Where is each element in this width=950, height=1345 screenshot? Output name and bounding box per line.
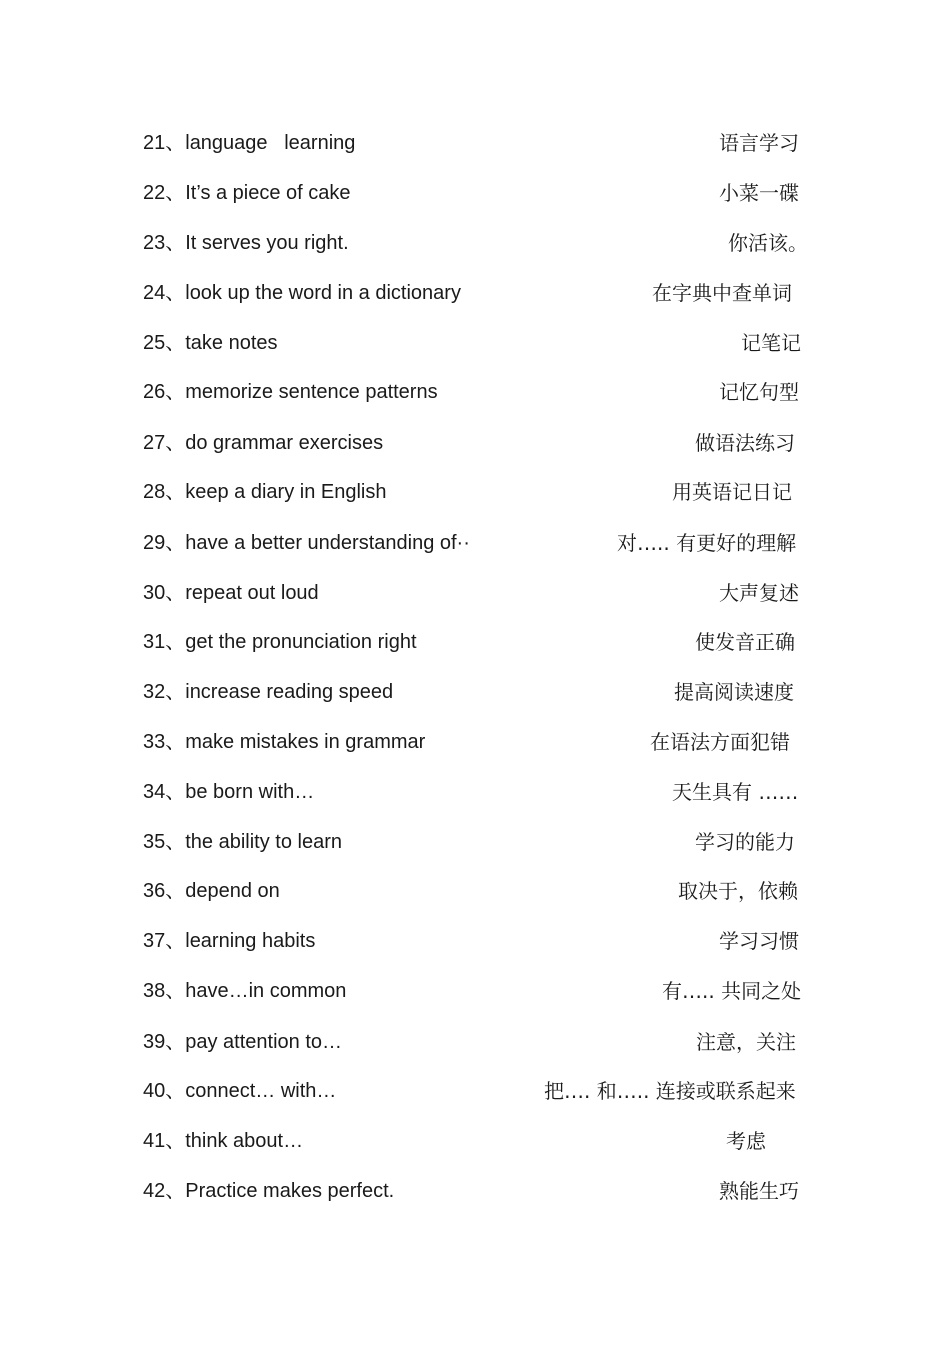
chinese-translation: 使发音正确 [695, 630, 795, 654]
vocab-entry-39 [0, 1027, 950, 1057]
chinese-translation: 提高阅读速度 [674, 680, 794, 704]
english-phrase: 27、do grammar exercises [143, 432, 384, 454]
vocab-entry-25 [0, 328, 950, 358]
vocab-entry-42 [0, 1176, 950, 1206]
vocab-entry-23 [0, 228, 950, 258]
chinese-translation: 在字典中查单词 [652, 281, 792, 305]
chinese-translation: 用英语记日记 [672, 480, 792, 504]
chinese-translation: 注意，关注 [696, 1030, 796, 1054]
vocab-entry-24 [0, 278, 950, 308]
vocab-entry-21 [0, 128, 950, 158]
chinese-translation: 对….. 有更好的理解 [617, 531, 797, 555]
chinese-translation: 在语法方面犯错 [650, 730, 790, 754]
vocab-entry-32 [0, 677, 950, 707]
vocab-entry-26 [0, 377, 950, 407]
english-phrase: 37、learning habits [143, 930, 316, 952]
vocab-entry-38 [0, 976, 950, 1006]
vocab-entry-22 [0, 178, 950, 208]
english-phrase: 38、have…in common [143, 980, 347, 1002]
english-phrase: 40、connect… with… [143, 1080, 337, 1102]
english-phrase: 23、It serves you right. [143, 232, 349, 254]
chinese-translation: 小菜一碟 [719, 181, 799, 205]
chinese-translation: 你活该。 [728, 231, 808, 255]
english-phrase: 21、language learning [143, 132, 356, 154]
vocab-entry-36 [0, 876, 950, 906]
english-phrase: 34、be born with… [143, 781, 315, 803]
english-phrase: 29、have a better understanding of·· [143, 532, 470, 554]
vocab-entry-28 [0, 477, 950, 507]
english-phrase: 33、make mistakes in grammar [143, 731, 426, 753]
vocab-entry-34 [0, 777, 950, 807]
english-phrase: 42、Practice makes perfect. [143, 1180, 395, 1202]
chinese-translation: 天生具有 …… [672, 780, 799, 804]
chinese-translation: 语言学习 [719, 131, 799, 155]
chinese-translation: 学习的能力 [695, 830, 795, 854]
english-phrase: 26、memorize sentence patterns [143, 381, 438, 403]
chinese-translation: 考虑 [726, 1129, 766, 1153]
vocab-entry-33 [0, 727, 950, 757]
vocab-entry-37 [0, 926, 950, 956]
english-phrase: 35、the ability to learn [143, 831, 343, 853]
english-phrase: 39、pay attention to… [143, 1031, 343, 1053]
english-phrase: 41、think about… [143, 1130, 304, 1152]
english-phrase: 36、depend on [143, 880, 280, 902]
english-phrase: 22、It’s a piece of cake [143, 182, 351, 204]
vocab-entry-30 [0, 578, 950, 608]
english-phrase: 24、look up the word in a dictionary [143, 282, 461, 304]
vocab-entry-31 [0, 627, 950, 657]
vocab-entry-41 [0, 1126, 950, 1156]
vocab-entry-27 [0, 428, 950, 458]
english-phrase: 32、increase reading speed [143, 681, 394, 703]
chinese-translation: 记笔记 [741, 331, 801, 355]
vocab-entry-40 [0, 1076, 950, 1106]
chinese-translation: 取决于，依赖 [678, 879, 798, 903]
english-phrase: 30、repeat out loud [143, 582, 319, 604]
chinese-translation: 大声复述 [719, 581, 799, 605]
english-phrase: 31、get the pronunciation right [143, 631, 417, 653]
vocab-entry-29 [0, 528, 950, 558]
chinese-translation: 学习习惯 [719, 929, 799, 953]
english-phrase: 25、take notes [143, 332, 278, 354]
chinese-translation: 熟能生巧 [719, 1179, 799, 1203]
chinese-translation: 做语法练习 [695, 431, 795, 455]
vocab-entry-35 [0, 827, 950, 857]
chinese-translation: 记忆句型 [719, 380, 799, 404]
chinese-translation: 把…. 和….. 连接或联系起来 [544, 1079, 796, 1103]
chinese-translation: 有….. 共同之处 [662, 979, 802, 1003]
english-phrase: 28、keep a diary in English [143, 481, 387, 503]
